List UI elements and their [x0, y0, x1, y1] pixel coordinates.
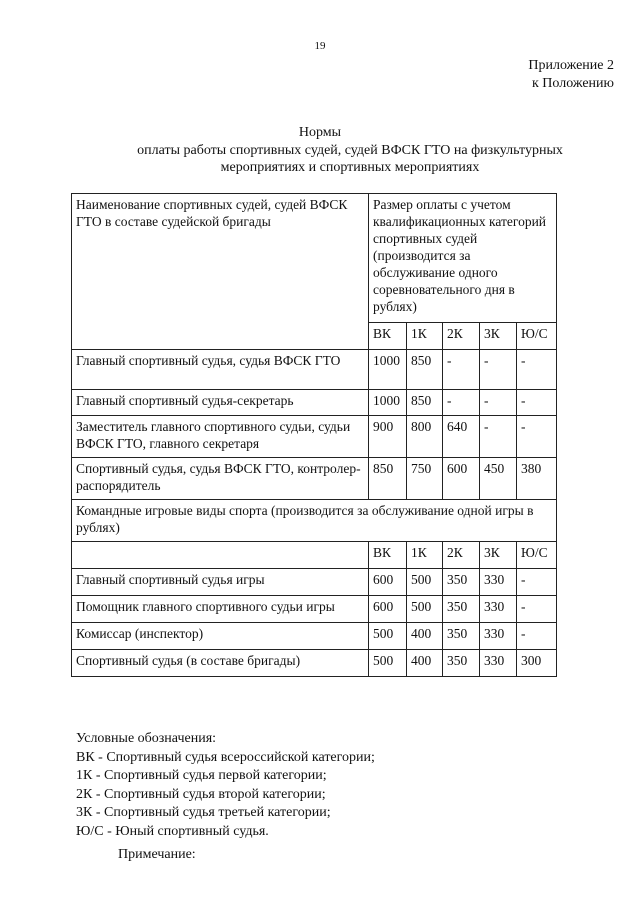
row-name: Заместитель главного спортивного судьи, судьи ВФСК ГТО, главного секретаря: [72, 416, 369, 458]
row-name: Комиссар (инспектор): [72, 623, 369, 650]
table-header-row: [72, 194, 557, 323]
category-cell: Ю/С: [517, 542, 557, 569]
norms-table: [71, 193, 557, 677]
category-cell: Ю/С: [517, 323, 557, 350]
section-title: Командные игровые виды спорта (производится за обслуживание одной игры в рублях): [72, 500, 557, 542]
value-cell: -: [517, 623, 557, 650]
legend: [76, 730, 375, 841]
category-cell: ВК: [369, 323, 407, 350]
value-cell: 350: [443, 650, 480, 677]
category-cell: 3К: [480, 323, 517, 350]
value-cell: -: [480, 350, 517, 390]
table-row: [72, 458, 557, 500]
page-number: 19: [314, 40, 326, 52]
legend-item: Ю/С - Юный спортивный судья.: [76, 823, 269, 839]
value-cell: 330: [480, 569, 517, 596]
table-row: [72, 650, 557, 677]
table-row: [72, 596, 557, 623]
legend-title: Условные обозначения:: [76, 731, 217, 746]
value-cell: -: [517, 596, 557, 623]
appendix-line-1: Приложение 2: [528, 58, 614, 73]
category-cell: 2К: [443, 542, 480, 569]
value-cell: 600: [443, 458, 480, 500]
value-cell: 500: [407, 569, 443, 596]
appendix-line-2: к Положению: [531, 76, 614, 91]
category-cell: ВК: [369, 542, 407, 569]
value-cell: -: [480, 416, 517, 458]
category-cell: 1К: [407, 323, 443, 350]
row-name: Спортивный судья (в составе бригады): [72, 650, 369, 677]
value-cell: 350: [443, 623, 480, 650]
table-row: [72, 350, 557, 390]
value-cell: 330: [480, 596, 517, 623]
empty-cell: [72, 542, 369, 569]
header-name-cell: Наименование спортивных судей, судей ВФСК ГТО в составе судейской бригады: [72, 194, 369, 350]
value-cell: 800: [407, 416, 443, 458]
row-name: Главный спортивный судья-секретарь: [72, 390, 369, 416]
category-row: [72, 542, 557, 569]
value-cell: 400: [407, 623, 443, 650]
legend-item: 2К - Спортивный судья второй категории;: [76, 786, 326, 802]
header-payment-cell: Размер оплаты с учетом квалификационных категорий спортивных судей (производится за обслуживание одного соревновательного дня в рублях): [369, 194, 557, 323]
section-title-row: [72, 500, 557, 542]
value-cell: -: [517, 390, 557, 416]
table-row: [72, 416, 557, 458]
value-cell: 380: [517, 458, 557, 500]
value-cell: 850: [407, 350, 443, 390]
document-subtitle: оплаты работы спортивных судей, судей ВФСК ГТО на физкультурных мероприятиях и спортивных мероприятиях: [137, 143, 563, 175]
value-cell: 850: [407, 390, 443, 416]
value-cell: 350: [443, 596, 480, 623]
value-cell: 1000: [369, 390, 407, 416]
value-cell: -: [517, 569, 557, 596]
legend-item: ВК - Спортивный судья всероссийской категории;: [76, 749, 375, 765]
value-cell: 330: [480, 650, 517, 677]
table-row: [72, 390, 557, 416]
table-row: [72, 623, 557, 650]
value-cell: -: [517, 416, 557, 458]
value-cell: -: [517, 350, 557, 390]
value-cell: -: [443, 350, 480, 390]
value-cell: 400: [407, 650, 443, 677]
value-cell: 750: [407, 458, 443, 500]
value-cell: 600: [369, 596, 407, 623]
category-cell: 1К: [407, 542, 443, 569]
value-cell: 500: [369, 623, 407, 650]
value-cell: 850: [369, 458, 407, 500]
row-name: Помощник главного спортивного судьи игры: [72, 596, 369, 623]
value-cell: 450: [480, 458, 517, 500]
row-name: Главный спортивный судья, судья ВФСК ГТО: [72, 350, 369, 390]
category-cell: 3К: [480, 542, 517, 569]
table-row: [72, 569, 557, 596]
row-name: Главный спортивный судья игры: [72, 569, 369, 596]
value-cell: 300: [517, 650, 557, 677]
value-cell: 330: [480, 623, 517, 650]
legend-item: 1К - Спортивный судья первой категории;: [76, 768, 327, 783]
value-cell: -: [480, 390, 517, 416]
value-cell: 600: [369, 569, 407, 596]
document-title: Нормы: [298, 125, 342, 140]
value-cell: 640: [443, 416, 480, 458]
value-cell: 500: [369, 650, 407, 677]
legend-item: 3К - Спортивный судья третьей категории;: [76, 805, 331, 820]
value-cell: 500: [407, 596, 443, 623]
value-cell: 1000: [369, 350, 407, 390]
note-label: Примечание:: [118, 847, 196, 862]
value-cell: 900: [369, 416, 407, 458]
row-name: Спортивный судья, судья ВФСК ГТО, контролер-распорядитель: [72, 458, 369, 500]
appendix-reference: [528, 57, 614, 93]
value-cell: -: [443, 390, 480, 416]
value-cell: 350: [443, 569, 480, 596]
category-cell: 2К: [443, 323, 480, 350]
